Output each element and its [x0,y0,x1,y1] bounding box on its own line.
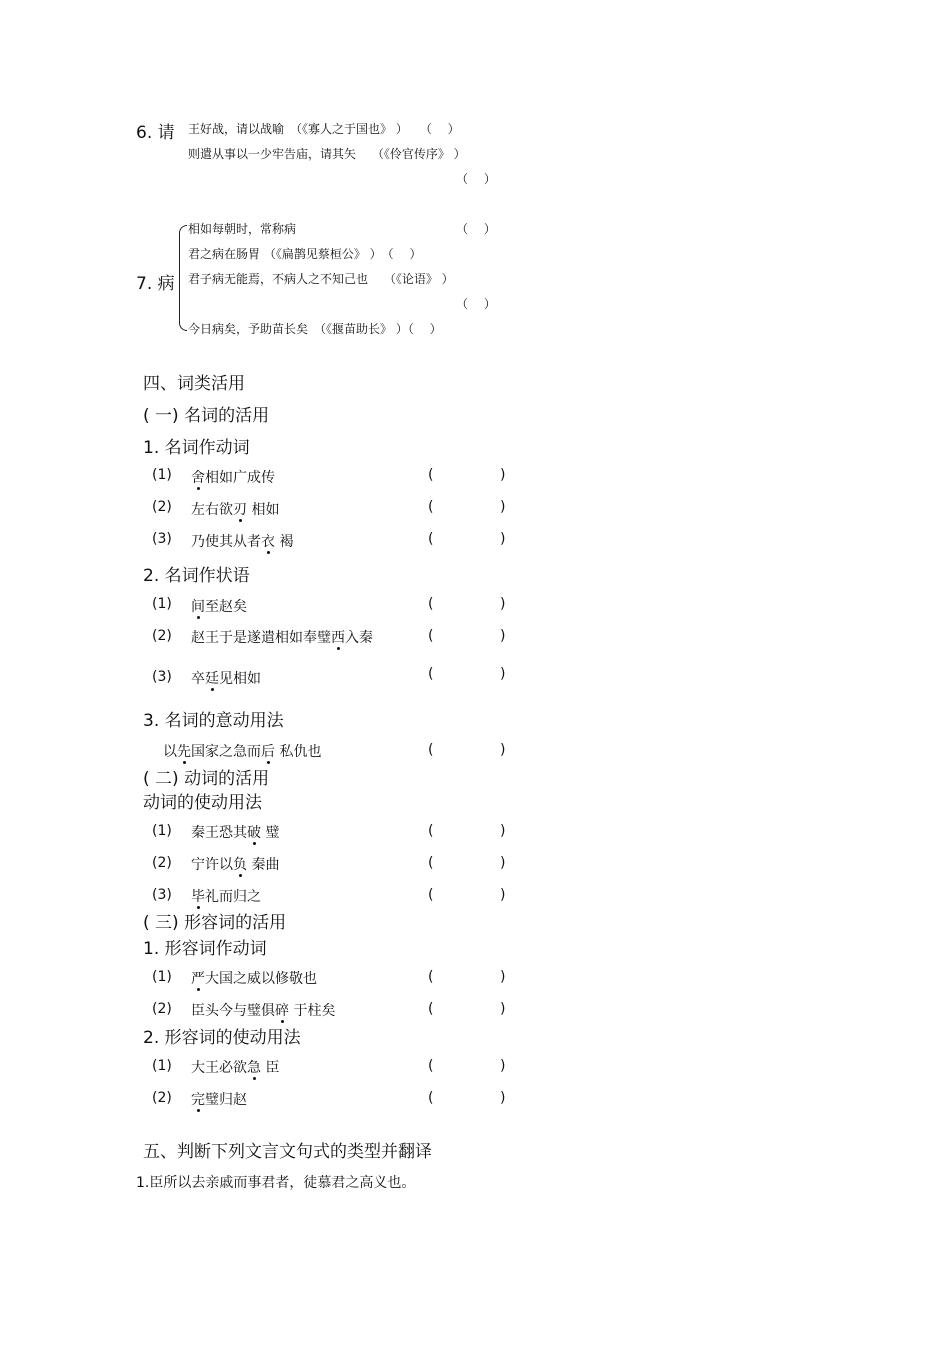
paren-close: ) [500,499,506,515]
q7-line-3: 君子病无能焉，不病人之不知己也 （《论语》 ） [188,272,454,286]
paren-close: ) [500,666,506,682]
v-item-1-text: 秦王恐其破 璧 [191,825,280,841]
q7-brace [179,225,187,331]
q7-line-1-paren: （ ） [456,222,496,236]
v-item-2-no: (2) [152,855,172,871]
h2-item-1-no: (1) [152,596,172,612]
q7-line-1: 相如每朝时，常称病 [188,222,297,236]
section4-a1: 1. 形容词作动词 [143,939,267,959]
a2-item-1-no: (1) [152,1058,172,1074]
q7-line-4: （ ） [456,297,496,311]
paren-open: ( [428,499,434,515]
paren-close: ) [500,1090,506,1106]
h2-item-1-text: 间至赵矣 [191,599,247,615]
a1-item-1-text: 严大国之威以修敬也 [191,971,317,987]
h1-item-3-no: (3) [152,531,172,547]
h2-item-2-text: 赵王于是遂遣相如奉璧西入秦 [191,630,373,646]
paren-close: ) [500,1058,506,1074]
paren-close: ) [500,596,506,612]
paren-open: ( [428,666,434,682]
q6-number: 6. 请 [136,123,175,143]
q6-line-3: （ ） [456,172,496,186]
q6-line-1: 王好战，请以战喻 （《寡人之于国也》 ） （ ） [188,122,460,136]
paren-close: ) [500,855,506,871]
section4-sub2: ( 二) 动词的活用 [143,769,270,789]
v-item-3-text: 毕礼而归之 [191,889,261,905]
paren-close: ) [500,969,506,985]
section4-h2: 2. 名词作状语 [143,566,250,586]
section4-sub2-heading: 动词的使动用法 [143,793,262,813]
v-item-2-text: 宁许以负 秦曲 [191,857,280,873]
a1-item-1-no: (1) [152,969,172,985]
v-item-1-no: (1) [152,823,172,839]
h1-item-1-no: (1) [152,467,172,483]
paren-open: ( [428,1090,434,1106]
section5-item-1: 1.臣所以去亲戚而事君者，徒慕君之高义也。 [136,1175,416,1191]
paren-open: ( [428,467,434,483]
paren-open: ( [428,887,434,903]
paren-close: ) [500,628,506,644]
q7-number: 7. 病 [136,274,175,294]
section4-sub3: ( 三) 形容词的活用 [143,913,287,933]
paren-open: ( [428,823,434,839]
h1-item-2-no: (2) [152,499,172,515]
paren-close: ) [500,1001,506,1017]
section5-title: 五、判断下列文言文句式的类型并翻译 [143,1142,432,1162]
paren-open: ( [428,596,434,612]
section4-a2: 2. 形容词的使动用法 [143,1028,301,1048]
paren-close: ) [500,887,506,903]
h1-item-1-text: 舍相如广成传 [191,470,275,486]
a2-item-1-text: 大王必欲急 臣 [191,1060,280,1076]
h2-item-2-no: (2) [152,628,172,644]
paren-open: ( [428,628,434,644]
h1-item-2-text: 左右欲刃 相如 [191,502,280,518]
q7-line-2: 君之病在肠胃 （《扁鹊见蔡桓公》 ） （ ） [188,247,422,261]
paren-close: ) [500,823,506,839]
paren-open: ( [428,742,434,758]
paren-open: ( [428,969,434,985]
paren-close: ) [500,531,506,547]
h3-item-text: 以先国家之急而后 私仇也 [163,744,322,760]
paren-close: ) [500,467,506,483]
v-item-3-no: (3) [152,887,172,903]
q6-line-2: 则遣从事以一少牢告庙，请其矢 （《伶官传序》 ） [188,147,466,161]
paren-open: ( [428,1058,434,1074]
section4-h1: 1. 名词作动词 [143,438,250,458]
paren-open: ( [428,855,434,871]
paren-close: ) [500,742,506,758]
q7-line-5: 今日病矣，予助苗长矣 （《揠苗助长》 ）（ ） [188,322,442,336]
a1-item-2-no: (2) [152,1001,172,1017]
h2-item-3-text: 卒廷见相如 [191,671,261,687]
h1-item-3-text: 乃使其从者衣 褐 [191,534,294,550]
paren-open: ( [428,1001,434,1017]
a1-item-2-text: 臣头今与璧俱碎 于柱矣 [191,1003,336,1019]
a2-item-2-no: (2) [152,1090,172,1106]
paren-open: ( [428,531,434,547]
section4-h3: 3. 名词的意动用法 [143,711,284,731]
a2-item-2-text: 完璧归赵 [191,1092,247,1108]
section4-sub1: ( 一) 名词的活用 [143,406,270,426]
section4-title: 四、词类活用 [143,374,245,394]
h2-item-3-no: (3) [152,669,172,685]
